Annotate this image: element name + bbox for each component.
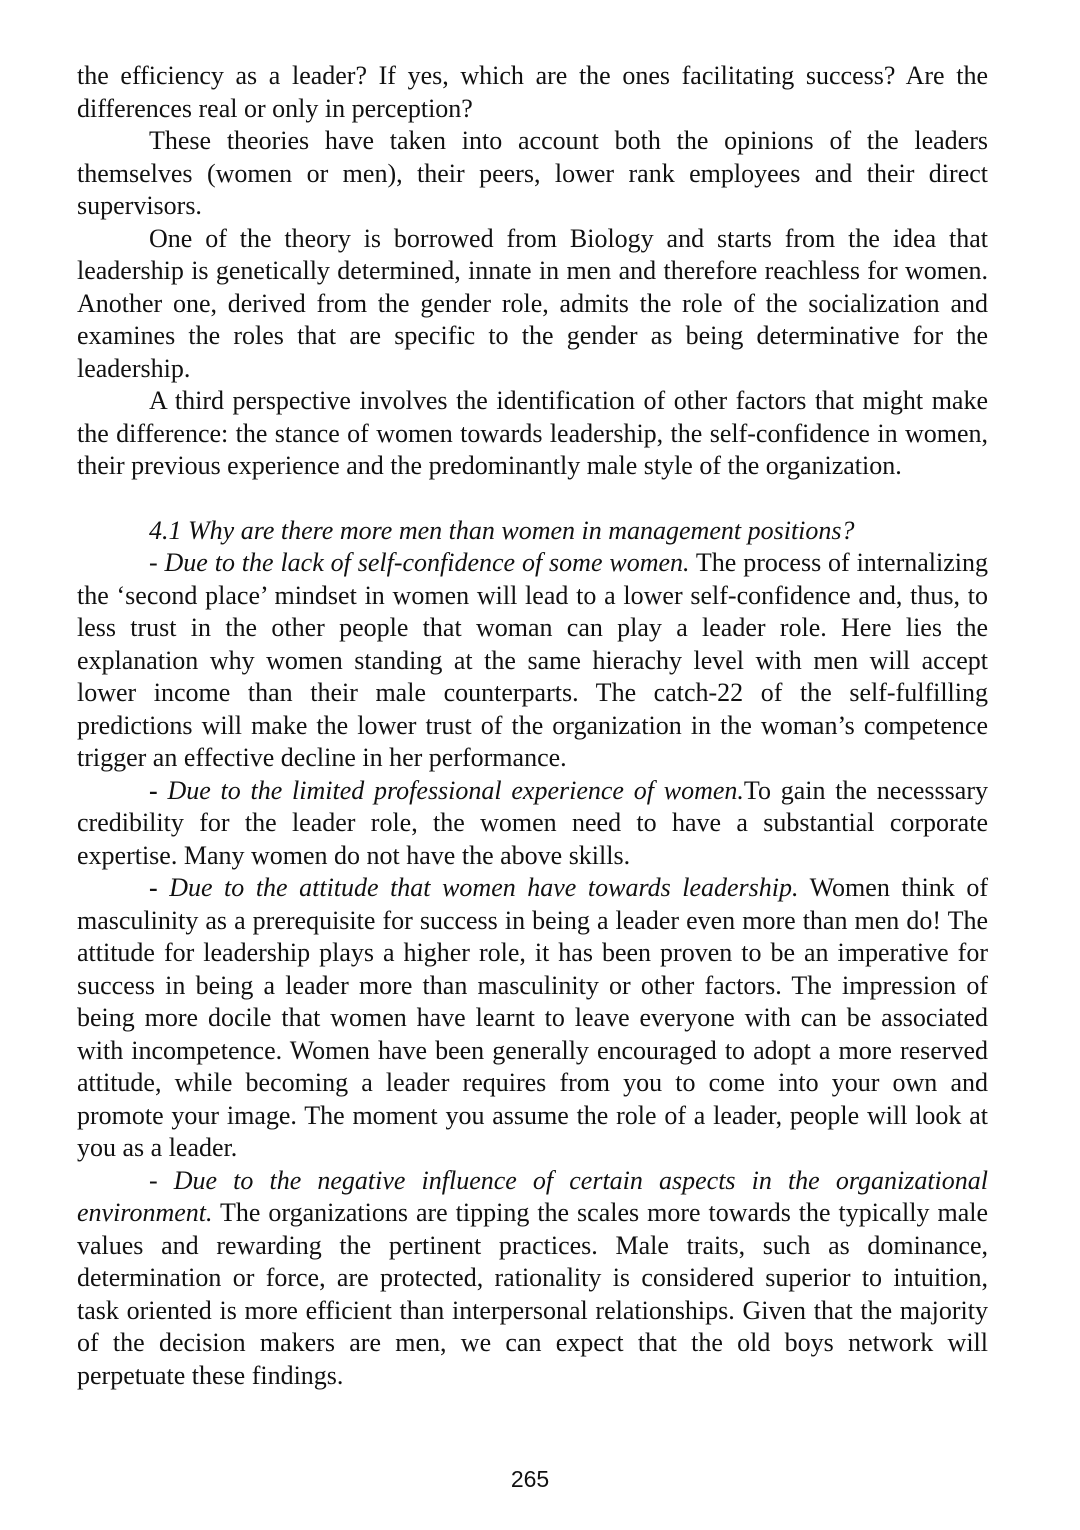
paragraph-biology-theory: One of the theory is borrowed from Biology and starts from the idea that leadership is genetically determined, innate in men and therefore reachless for women. Another one, derived from the gender role, admits the role of the socialization and examines the roles that are specific to the gender as being determinative for the leadership.	[77, 223, 988, 383]
point-title: Due to the attitude that women have towards leadership.	[169, 873, 799, 902]
point-dash: -	[149, 775, 168, 805]
point-title: Due to the limited professional experience of women.	[167, 775, 744, 805]
section-heading	[77, 515, 988, 548]
point-attitude	[77, 872, 988, 1165]
point-environment	[77, 1165, 988, 1393]
point-dash: -	[149, 1165, 174, 1195]
page-body	[77, 60, 988, 1392]
point-title: Due to the lack of self-confidence of some women.	[164, 548, 690, 577]
section-spacer	[77, 483, 988, 515]
paragraph-continuation: the efficiency as a leader? If yes, which are the ones facilitating success? Are the differences real or only in perception?	[77, 61, 988, 123]
point-experience	[77, 775, 988, 873]
point-body: To gain the necesssary credibility for the leader role, the women need to have a substantial corporate expertise. Many women do not have the above skills.	[77, 775, 988, 870]
section-heading-text: 4.1 Why are there more men than women in management positions?	[149, 515, 855, 545]
point-dash: -	[149, 548, 165, 577]
point-dash: -	[149, 873, 170, 902]
paragraph-third-perspective: A third perspective involves the identification of other factors that might make the difference: the stance of women towards leadership, the self-confidence in women, their previous experience and the predominantly male style of the organization.	[77, 386, 988, 480]
page-number: 265	[510, 1466, 550, 1492]
point-body: Women think of masculinity as a prerequisite for success in being a leader even more than men do! The attitude for leadership plays a higher role, it has been proven to be an imperative for success in being a leader more than masculinity or other factors. The impression of being more docile that women have learnt to leave everyone with can be associated with incompetence. Women have been generally encouraged to adopt a more reserved attitude, while becoming a leader requires from you to come into your own and promote your image. The moment you assume the role of a leader, people will look at you as a leader.	[77, 873, 988, 1162]
point-body: The process of internalizing the ‘second place’ mindset in women will lead to a lower self-confidence and, thus, to less trust in the other people that woman can play a leader role. Here lies the explanation why women standing at the same hierachy level with men will accept lower income than their male counterparts. The catch-22 of the self-fulfilling predictions will make the lower trust of the organization in the woman’s competence trigger an effective decline in her performance.	[77, 548, 988, 772]
paragraph-theories: These theories have taken into account both the opinions of the leaders themselves (women or men), their peers, lower rank employees and their direct supervisors.	[77, 126, 988, 220]
point-title: Due to the negative influence of certain aspects in the organizational environment.	[77, 1165, 988, 1227]
point-body: The organizations are tipping the scales more towards the typically male values and rewarding the pertinent practices. Male traits, such as dominance, determination or force, are protected, rationality is considered superior to intuition, task oriented is more efficient than interpersonal relationships. Given that the majority of the decision makers are men, we can expect that the old boys network will perpetuate these findings.	[77, 1198, 988, 1390]
point-self-confidence	[77, 547, 988, 775]
